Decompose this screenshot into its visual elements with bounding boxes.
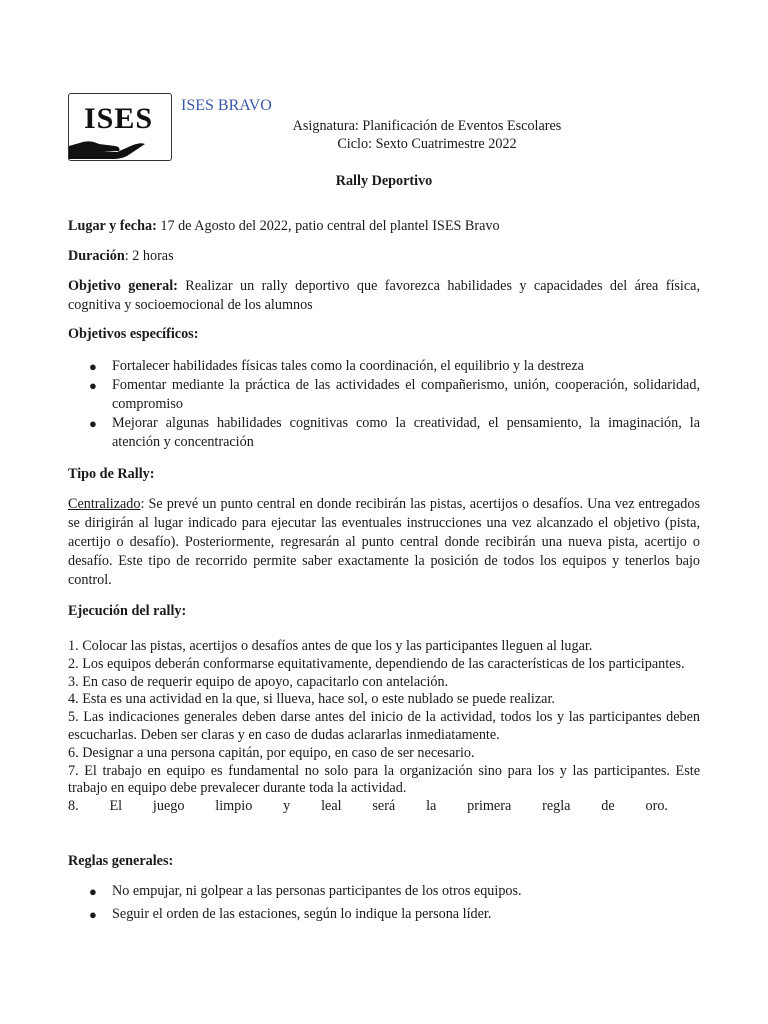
bullet-icon: ● — [89, 907, 97, 922]
rules-heading: Reglas generales: — [68, 853, 174, 869]
subject-line: Asignatura: Planificación de Eventos Escolares — [292, 118, 562, 134]
bullet-icon: ● — [89, 416, 97, 431]
rules-list — [68, 882, 700, 924]
list-item: ● Seguir el orden de las estaciones, según lo indique la persona líder. — [89, 906, 492, 922]
list-item — [68, 798, 700, 816]
place-label: Lugar y fecha: — [68, 218, 157, 234]
cycle-line: Ciclo: Sexto Cuatrimestre 2022 — [337, 136, 517, 152]
type-heading: Tipo de Rally: — [68, 466, 155, 482]
duration-value: : 2 horas — [124, 248, 174, 264]
specific-list — [68, 357, 700, 452]
execution-steps — [68, 638, 700, 816]
list-item: ● No empujar, ni golpear a las personas participantes de los otros equipos. — [89, 883, 522, 899]
place-date — [68, 217, 700, 236]
type-description — [68, 495, 700, 590]
duration-label: Duración — [68, 248, 125, 264]
list-item: ● Fomentar mediante la práctica de las actividades el compañerismo, unión, cooperación, solidaridad, compromiso — [89, 377, 700, 412]
brand-name: ISES BRAVO — [181, 97, 272, 114]
bullet-icon: ● — [89, 378, 97, 393]
type-label: Centralizado — [68, 496, 141, 512]
list-item: 4. Esta es una actividad en la que, si llueva, hace sol, o este nublado se puede realizar. — [68, 691, 555, 708]
execution-heading: Ejecución del rally: — [68, 603, 187, 619]
list-item: ● Fortalecer habilidades físicas tales como la coordinación, el equilibrio y la destreza — [89, 358, 584, 374]
list-item: 7. El trabajo en equipo es fundamental no solo para la organización sino para los y las participantes. Este trabajo en equipo debe prevalecer durante toda la actividad. — [68, 762, 700, 797]
general-value: Realizar un rally deportivo que favorezca habilidades y capacidades del área física, cognitiva y socioemocional de los alumnos — [68, 278, 700, 313]
list-item: 6. Designar a una persona capitán, por equipo, en caso de ser necesario. — [68, 744, 475, 761]
place-value: 17 de Agosto del 2022, patio central del plantel ISES Bravo — [156, 218, 500, 234]
type-text: : Se prevé un punto central en donde recibirán las pistas, acertijos o desafíos. Una vez entregados se dirigirán al lugar indicado para ejecutar las eventuales instrucciones una vez alcanzado el objetivo (pista, acertijo o desafío). Posteriormente, regresarán al punto central donde recibirán una nueva pista, acertijo o desafío. Este tipo de recorrido permite saber exactamente la posición de todos los equipos y tenerlos bajo control. — [68, 496, 700, 588]
ises-logo — [68, 93, 172, 161]
list-item: 3. En caso de requerir equipo de apoyo, capacitarlo con antelación. — [68, 673, 449, 690]
list-item: 5. Las indicaciones generales deben darse antes del inicio de la actividad, todos los y las participantes deben escucharlas. Deben ser claras y en caso de dudas aclararlas inmediatamente. — [68, 709, 700, 743]
list-item: ● Mejorar algunas habilidades cognitivas como la creatividad, el pensamiento, la imaginación, la atención y concentración — [89, 415, 700, 450]
logo-text: ISES — [84, 102, 154, 135]
general-label: Objetivo general: — [68, 278, 178, 294]
list-item: 1. Colocar las pistas, acertijos o desafíos antes de que los y las participantes lleguen al lugar. — [68, 638, 593, 654]
hand-icon — [69, 132, 149, 160]
last-step: 8. El juego limpio y leal será la primera regla de oro. — [68, 798, 668, 815]
general-objective — [68, 277, 700, 315]
specific-heading: Objetivos específicos: — [68, 326, 199, 342]
duration — [68, 247, 700, 266]
bullet-icon: ● — [89, 884, 97, 899]
bullet-icon: ● — [89, 359, 97, 374]
document-title: Rally Deportivo — [335, 173, 433, 189]
list-item: 2. Los equipos deberán conformarse equitativamente, dependiendo de las características de los participantes. — [68, 655, 685, 672]
